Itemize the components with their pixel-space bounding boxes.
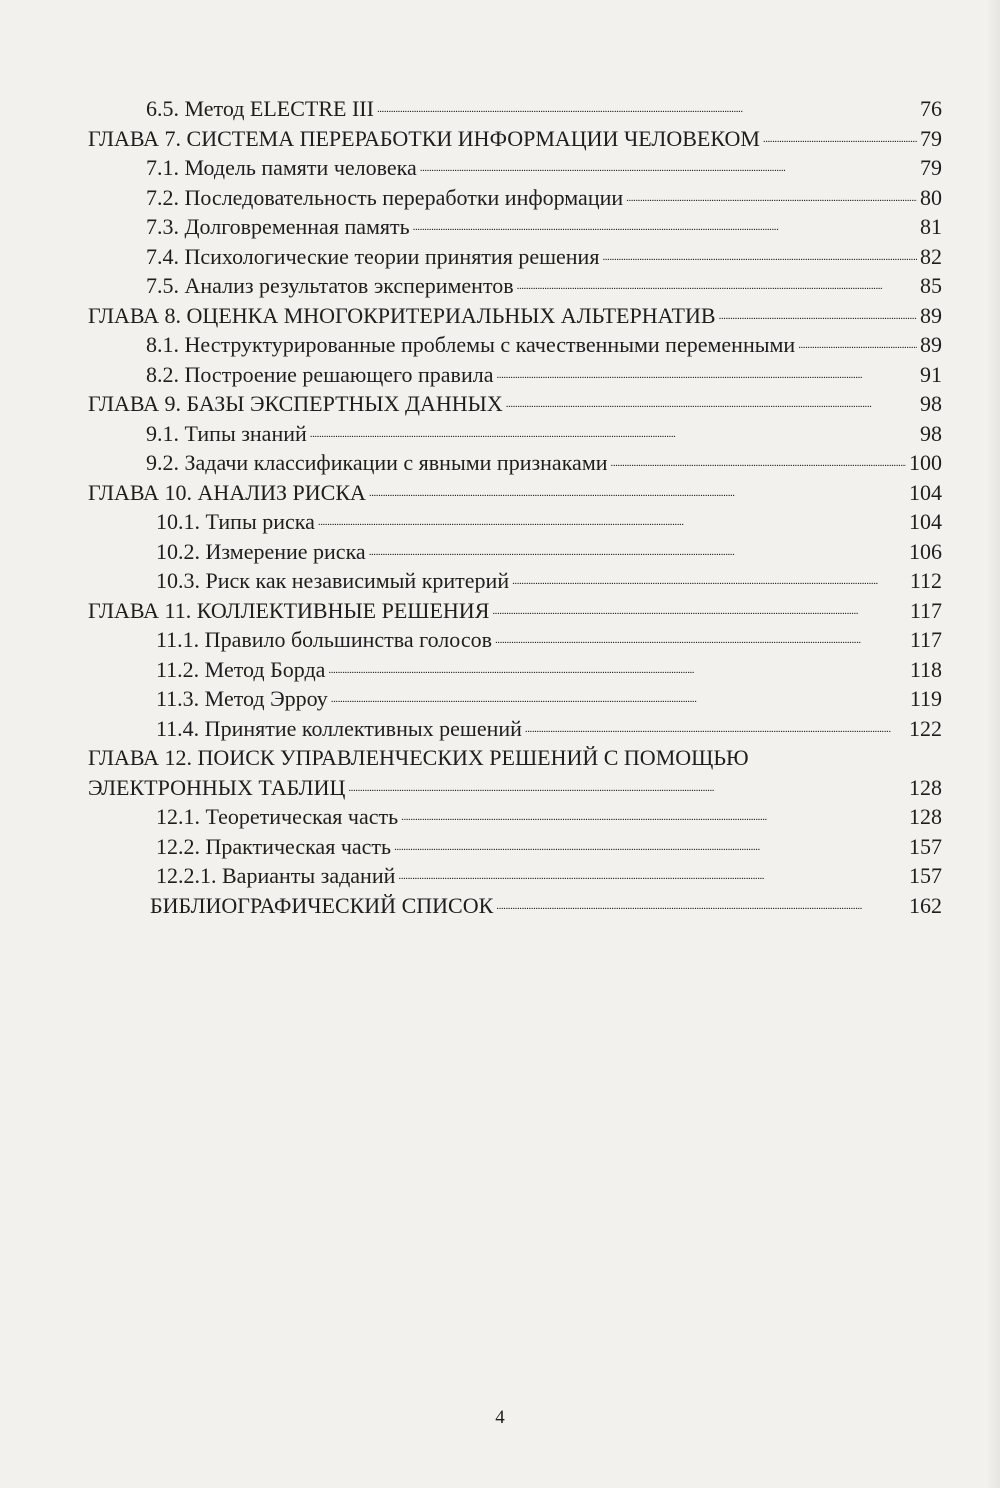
dot-leader <box>517 271 917 293</box>
toc-entry-page: 112 <box>909 568 942 593</box>
toc-entry[interactable] <box>88 330 942 360</box>
toc-entry[interactable] <box>88 655 942 685</box>
toc-entry-title: 9.1. Типы знаний <box>146 420 307 446</box>
toc-entry-title: 11.1. Правило большинства голосов <box>156 627 492 652</box>
toc-entry-title: 10.1. Типы риска <box>156 509 315 534</box>
page-edge-shadow <box>986 0 1000 1488</box>
toc-entry-title: 12.1. Теоретическая часть <box>156 804 399 829</box>
toc-entry-page: 76 <box>920 96 942 121</box>
toc-chapter-entry[interactable] <box>88 301 942 331</box>
toc-entry[interactable] <box>88 271 942 301</box>
toc-entry[interactable] <box>88 153 942 183</box>
dot-leader <box>495 625 907 647</box>
toc-entry-title: 7.4. Психологические теории принятия решения <box>146 243 600 269</box>
toc-entry[interactable] <box>88 861 942 891</box>
toc-chapter-entry[interactable] <box>88 124 942 154</box>
toc-entry-title: 7.5. Анализ результатов экспериментов <box>146 273 514 298</box>
dot-leader <box>763 124 917 146</box>
dot-leader <box>611 448 906 470</box>
toc-entry[interactable] <box>88 684 942 714</box>
dot-leader <box>496 891 906 913</box>
toc-entry[interactable] <box>88 507 942 537</box>
toc-entry-page: 104 <box>909 509 942 534</box>
toc-entry-page: 89 <box>920 302 942 328</box>
toc-entry-title: 7.3. Долговременная память <box>146 214 410 239</box>
toc-entry-title: ГЛАВА 7. СИСТЕМА ПЕРЕРАБОТКИ ИНФОРМАЦИИ ЧЕЛОВЕКОМ <box>88 125 760 151</box>
toc-entry[interactable] <box>88 94 942 124</box>
toc-entry[interactable] <box>88 360 942 390</box>
dot-leader <box>512 566 907 588</box>
toc-entry-page: 79 <box>920 125 942 151</box>
toc-entry-title-continuation: ЭЛЕКТРОННЫХ ТАБЛИЦ <box>88 774 346 800</box>
toc-entry-title: 11.2. Метод Борда <box>156 656 326 682</box>
dot-leader <box>369 478 906 500</box>
toc-entry-title: 9.2. Задачи классификации с явными признаками <box>146 450 608 475</box>
toc-entry[interactable] <box>88 566 942 596</box>
toc-entry-title: ГЛАВА 10. АНАЛИЗ РИСКА <box>88 479 366 505</box>
toc-entry[interactable] <box>88 537 942 567</box>
toc-entry-page: 162 <box>909 892 942 918</box>
dot-leader <box>719 301 917 323</box>
toc-entry-page: 128 <box>909 804 942 829</box>
dot-leader <box>626 183 917 205</box>
toc-entry-page: 122 <box>909 715 942 741</box>
dot-leader <box>506 389 917 411</box>
toc-entry-title: 12.2. Практическая часть <box>156 833 392 859</box>
toc-chapter-entry-continuation[interactable] <box>88 773 942 803</box>
toc-entry[interactable] <box>88 242 942 272</box>
toc-entry-title: 8.2. Построение решающего правила <box>146 361 494 387</box>
toc-entry-page: 81 <box>920 214 942 239</box>
toc-entry-title: БИБЛИОГРАФИЧЕСКИЙ СПИСОК <box>150 892 494 918</box>
toc-entry-title: 7.2. Последовательность переработки информации <box>146 184 624 210</box>
toc-entry-page: 119 <box>909 686 942 711</box>
dot-leader <box>318 507 906 529</box>
dot-leader <box>369 537 906 559</box>
toc-entry-page: 106 <box>909 538 942 564</box>
toc-entry-title: 8.1. Неструктурированные проблемы с качественными переменными <box>146 332 796 357</box>
toc-entry-page: 80 <box>920 184 942 210</box>
dot-leader <box>331 684 907 706</box>
toc-entry[interactable] <box>88 802 942 832</box>
toc-entry-title: 7.1. Модель памяти человека <box>146 155 417 180</box>
toc-entry-page: 91 <box>920 361 942 387</box>
toc-entry-page: 82 <box>920 243 942 269</box>
toc-entry-page: 89 <box>920 332 942 357</box>
toc-entry-title: ГЛАВА 11. КОЛЛЕКТИВНЫЕ РЕШЕНИЯ <box>88 597 490 623</box>
dot-leader <box>348 773 906 795</box>
dot-leader <box>420 153 917 175</box>
toc-entry-page: 98 <box>920 420 942 446</box>
toc-entry-title: 10.3. Риск как независимый критерий <box>156 568 510 593</box>
toc-entry-title: 11.4. Принятие коллективных решений <box>156 715 522 741</box>
toc-entry[interactable] <box>88 448 942 478</box>
toc-entry-title: ГЛАВА 12. ПОИСК УПРАВЛЕНЧЕСКИХ РЕШЕНИЙ С ПОМОЩЬЮ <box>88 745 749 770</box>
toc-entry-page: 117 <box>909 597 942 623</box>
toc-entry[interactable] <box>88 832 942 862</box>
toc-entry-page: 98 <box>920 391 942 416</box>
toc-entry-page: 157 <box>909 863 942 888</box>
table-of-contents <box>88 94 942 920</box>
toc-entry-page: 157 <box>909 833 942 859</box>
toc-entry[interactable] <box>88 212 942 242</box>
toc-entry[interactable] <box>88 183 942 213</box>
dot-leader <box>394 832 906 854</box>
toc-entry-page: 117 <box>909 627 942 652</box>
dot-leader <box>377 94 917 116</box>
toc-entry-page: 104 <box>909 479 942 505</box>
toc-chapter-entry[interactable] <box>88 478 942 508</box>
toc-entry[interactable] <box>88 714 942 744</box>
dot-leader <box>496 360 917 382</box>
dot-leader <box>602 242 917 264</box>
toc-entry-title: 11.3. Метод Эрроу <box>156 686 328 711</box>
toc-entry-title: ГЛАВА 9. БАЗЫ ЭКСПЕРТНЫХ ДАННЫХ <box>88 391 503 416</box>
dot-leader <box>798 330 917 352</box>
toc-entry-page: 85 <box>920 273 942 298</box>
toc-entry-page: 100 <box>909 450 942 475</box>
toc-chapter-entry[interactable] <box>88 743 942 773</box>
toc-entry-title: ГЛАВА 8. ОЦЕНКА МНОГОКРИТЕРИАЛЬНЫХ АЛЬТЕРНАТИВ <box>88 302 716 328</box>
page-number: 4 <box>495 1407 505 1428</box>
dot-leader <box>525 714 906 736</box>
toc-bibliography-entry[interactable] <box>88 891 942 921</box>
toc-entry-title: 6.5. Метод ELECTRE III <box>146 96 374 121</box>
dot-leader <box>492 596 906 618</box>
toc-entry-page: 118 <box>909 656 942 682</box>
toc-entry-page: 79 <box>920 155 942 180</box>
toc-chapter-entry[interactable] <box>88 389 942 419</box>
toc-chapter-entry[interactable] <box>88 596 942 626</box>
toc-entry[interactable] <box>88 419 942 449</box>
dot-leader <box>413 212 917 234</box>
toc-entry-title: 12.2.1. Варианты заданий <box>156 863 396 888</box>
toc-entry-title: 10.2. Измерение риска <box>156 538 366 564</box>
toc-entry[interactable] <box>88 625 942 655</box>
dot-leader <box>328 655 906 677</box>
dot-leader <box>310 419 917 441</box>
dot-leader <box>398 861 906 883</box>
dot-leader <box>401 802 906 824</box>
toc-entry-page: 128 <box>909 774 942 800</box>
